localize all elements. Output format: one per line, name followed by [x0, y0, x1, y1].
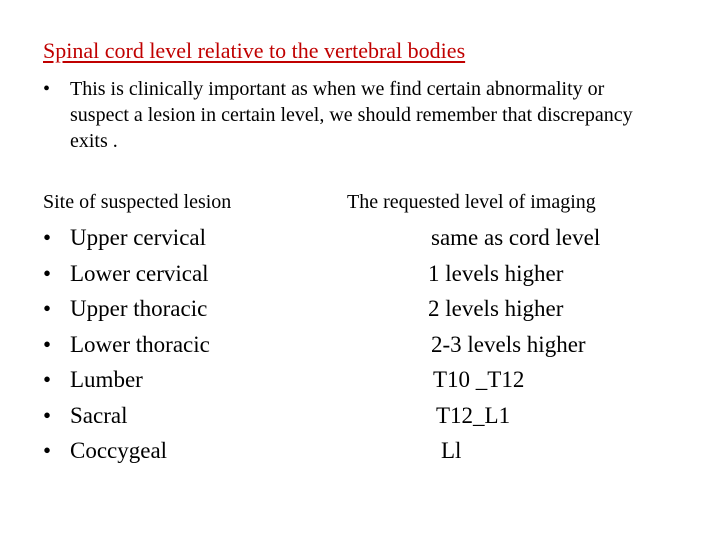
site-label: Lower cervical — [70, 260, 209, 286]
bullet-marker: • — [43, 225, 52, 250]
bullet-marker: • — [43, 260, 52, 286]
site-label: Coccygeal — [70, 438, 168, 463]
bullet-marker: • — [43, 331, 52, 357]
slide-title: Spinal cord level relative to the vertebral bodies — [43, 38, 466, 63]
imaging-level: Ll — [441, 438, 462, 463]
bullet-marker: • — [43, 296, 52, 321]
site-item — [43, 327, 210, 363]
intro-bullet-point — [43, 76, 683, 154]
bullet-marker: • — [43, 78, 51, 100]
site-item — [43, 433, 210, 469]
imaging-level: T10 _T12 — [433, 367, 525, 392]
imaging-level: 1 levels higher — [428, 260, 564, 286]
intro-text: This is clinically important as when we find certain abnormality or suspect a lesion in certain level, we should remember that discrepancy exits . — [70, 78, 633, 152]
imaging-level: 2 levels higher — [428, 296, 564, 321]
site-item — [43, 291, 210, 327]
lesion-site-list — [43, 220, 210, 469]
site-item — [43, 256, 210, 292]
imaging-level: 2-3 levels higher — [431, 331, 586, 357]
site-label: Upper thoracic — [70, 296, 208, 321]
site-label: Sacral — [70, 402, 128, 428]
site-column-header: Site of suspected lesion — [43, 191, 232, 213]
site-label: Lower thoracic — [70, 331, 210, 357]
imaging-level: same as cord level — [431, 225, 601, 250]
bullet-marker: • — [43, 438, 52, 463]
site-label: Upper cervical — [70, 225, 207, 250]
imaging-level: T12_L1 — [436, 402, 511, 428]
bullet-marker: • — [43, 367, 52, 392]
site-item — [43, 398, 210, 434]
imaging-level-column-header: The requested level of imaging — [347, 191, 596, 213]
site-item — [43, 362, 210, 398]
bullet-marker: • — [43, 402, 52, 428]
site-label: Lumber — [70, 367, 143, 392]
site-item — [43, 220, 210, 256]
